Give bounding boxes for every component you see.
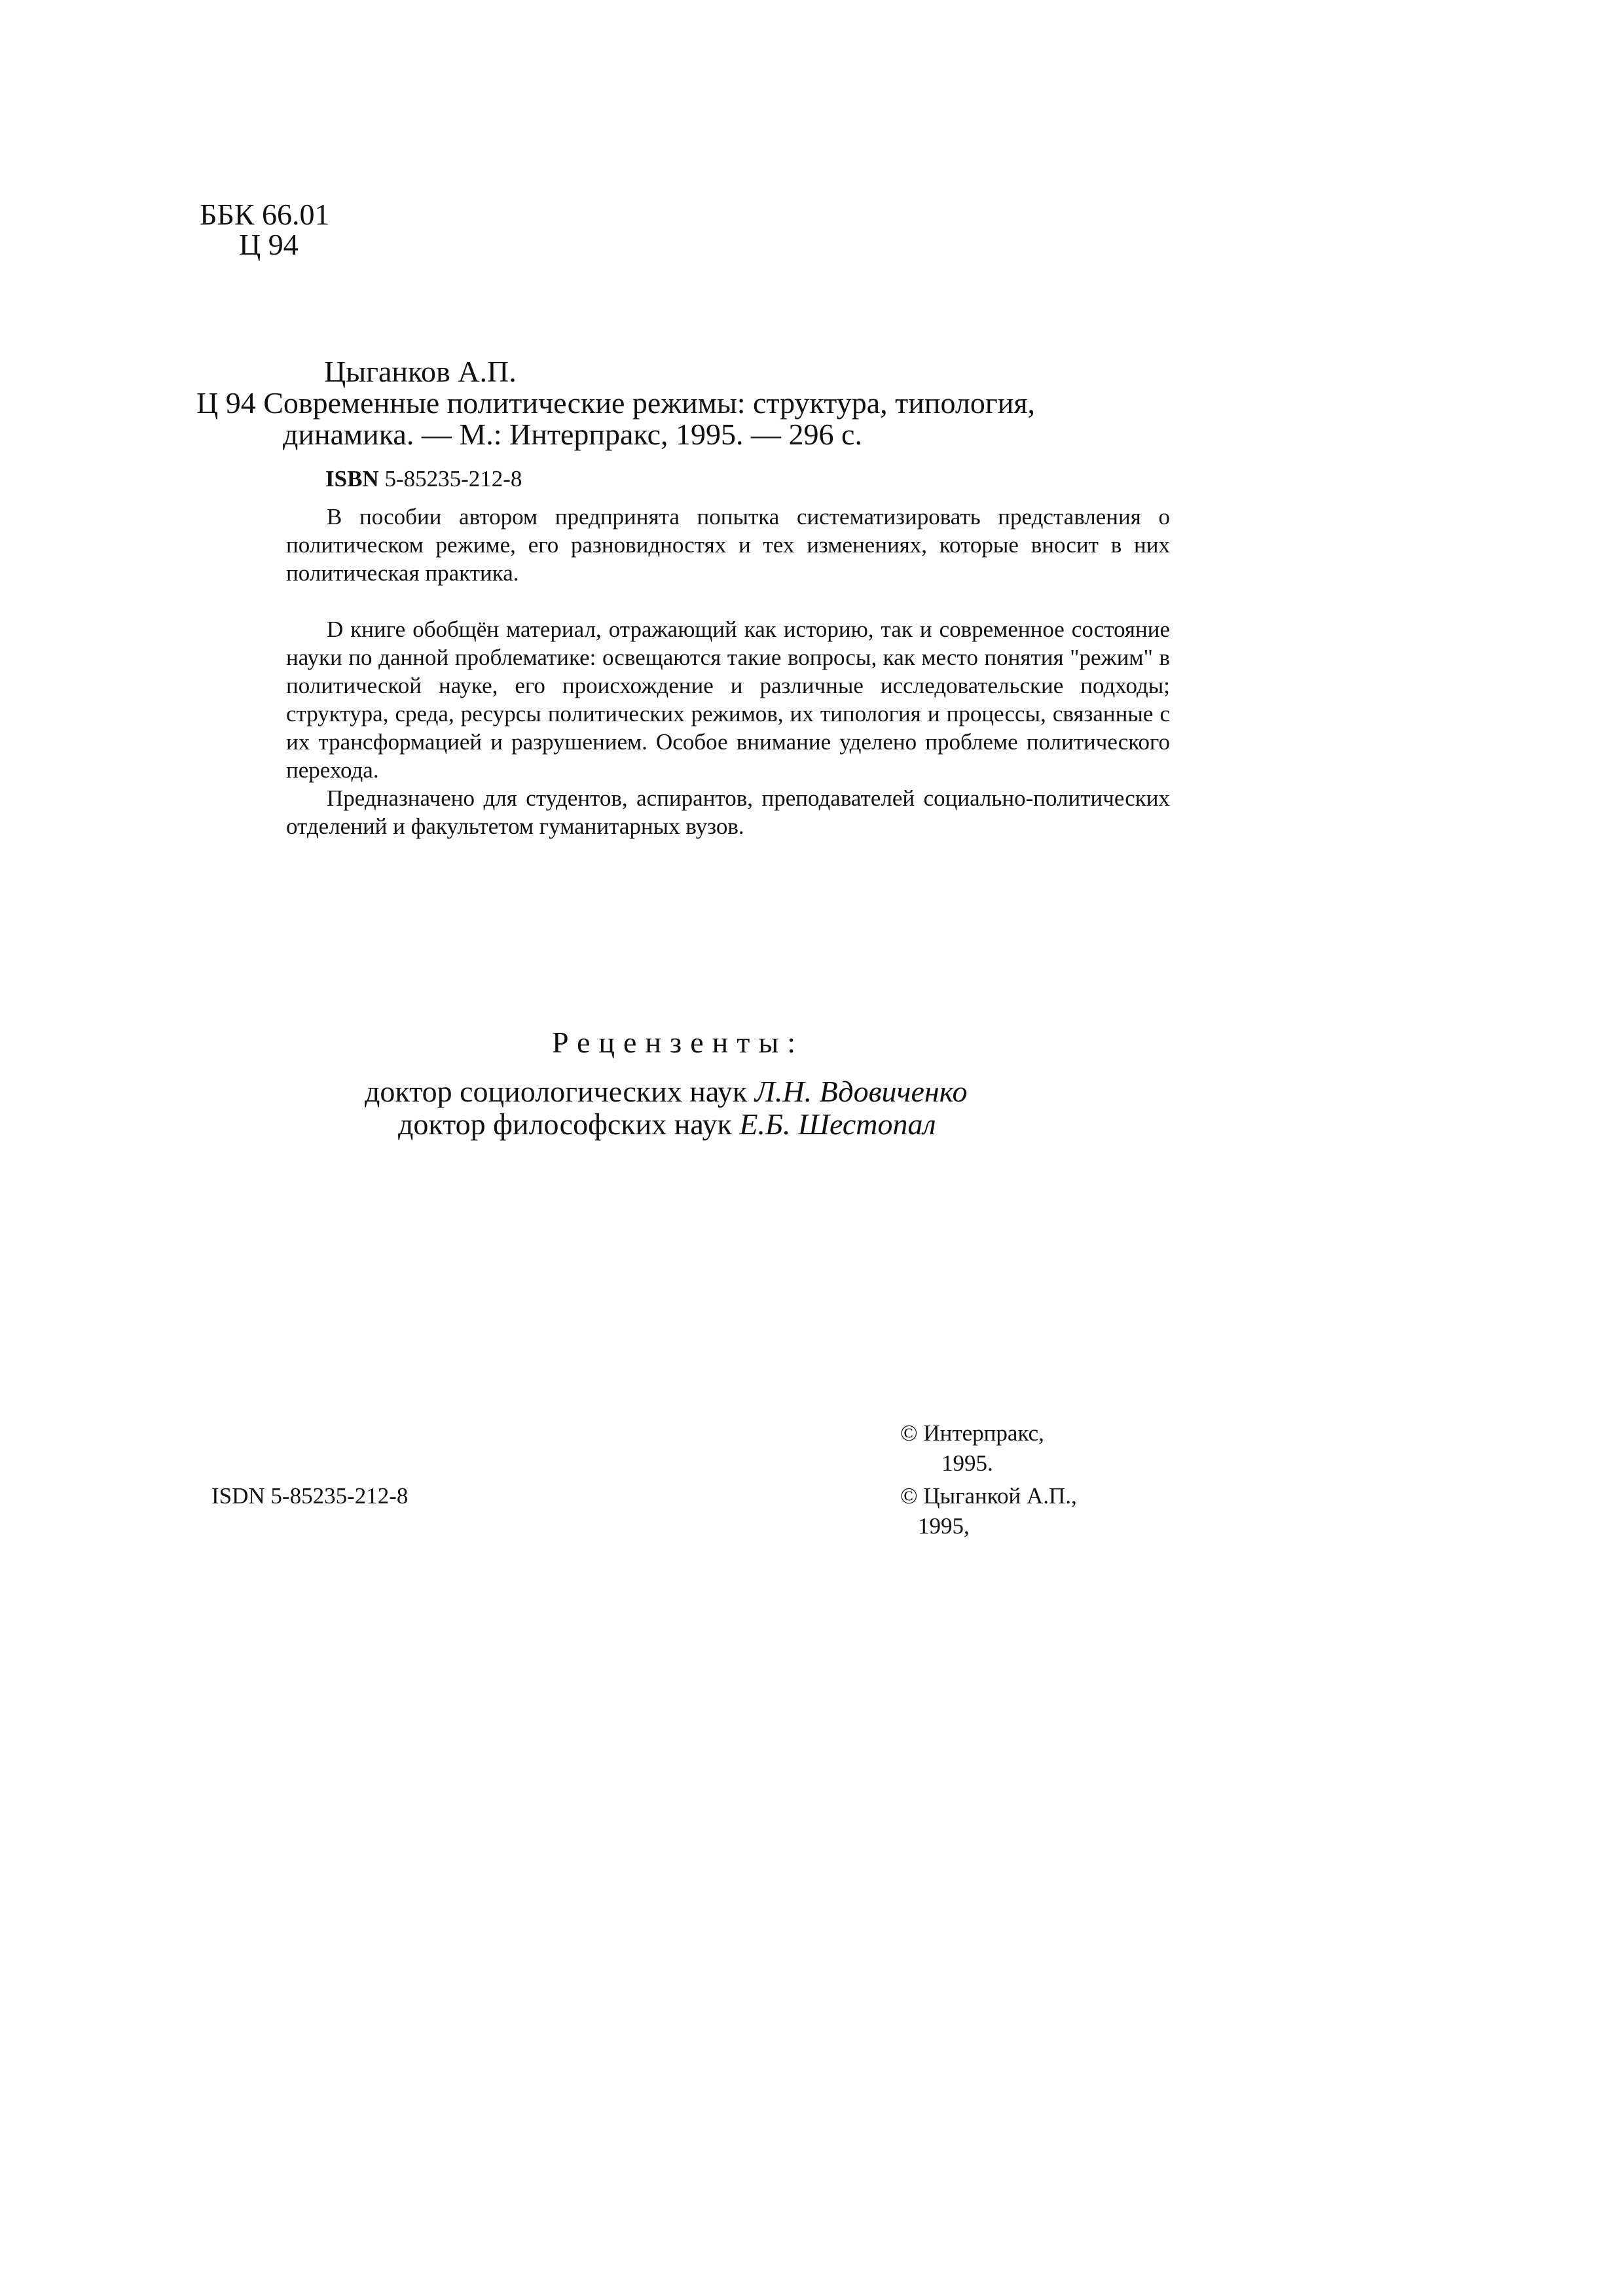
reviewer-1 xyxy=(365,1073,967,1110)
copyright-author-year: 1995, xyxy=(918,1513,970,1539)
reviewer-2-degree: доктор философских наук xyxy=(398,1107,732,1141)
author-mark-code: Ц 94 xyxy=(239,228,299,261)
copyright-publisher: © Интерпракс, xyxy=(900,1420,1044,1446)
isbn-number: 5-85235-212-8 xyxy=(384,466,522,492)
reviewer-1-degree: доктор социологических наук xyxy=(365,1075,748,1108)
copyright-publisher-year: 1995. xyxy=(941,1450,993,1476)
bbk-code: ББК 66.01 xyxy=(200,198,330,231)
footer-isbn: ISDN 5-85235-212-8 xyxy=(211,1483,409,1509)
reviewers-heading: Рецензенты: xyxy=(552,1026,805,1059)
author-name: Цыганков А.П. xyxy=(324,355,517,388)
reviewer-2 xyxy=(398,1106,936,1143)
bibliography-code: Ц 94 xyxy=(196,386,256,420)
bibliography-title-line2: динамика. — М.: Интерпракс, 1995. — 296 с. xyxy=(283,418,862,451)
reviewer-1-name: Л.Н. Вдовиченко xyxy=(754,1075,968,1108)
reviewer-2-name: Е.Б. Шестопал xyxy=(739,1107,936,1141)
isbn-label: ISBN xyxy=(325,466,379,492)
annotation-paragraph-3: Предназначено для студентов, аспирантов, преподавателей социально-политических отделений и факультетом гуманитарных вузов. xyxy=(286,785,1170,839)
bibliography-title: Современные политические режимы: структура, типология, xyxy=(263,386,1036,420)
isbn-line xyxy=(325,465,522,493)
annotation-paragraph-1: В пособии автором предпринята попытка систематизировать представления о политическом режиме, его разновидностях и тех изменениях, которые вносит в них политическая практика. xyxy=(286,504,1170,586)
copyright-author: © Цыганкой А.П., xyxy=(900,1483,1077,1509)
annotation-paragraph-2: D книге обобщён материал, отражающий как историю, так и современное состояние науки по данной проблематике: освещаются такие вопросы, как место понятия "режим" в политической науке, его происхождение и различные исследовательские подходы; структура, среда, ресурсы политических режимов, их типология и процессы, связанные с их трансформацией и разрушением. Особое внимание уделено проблеме политического перехода. xyxy=(286,617,1170,783)
